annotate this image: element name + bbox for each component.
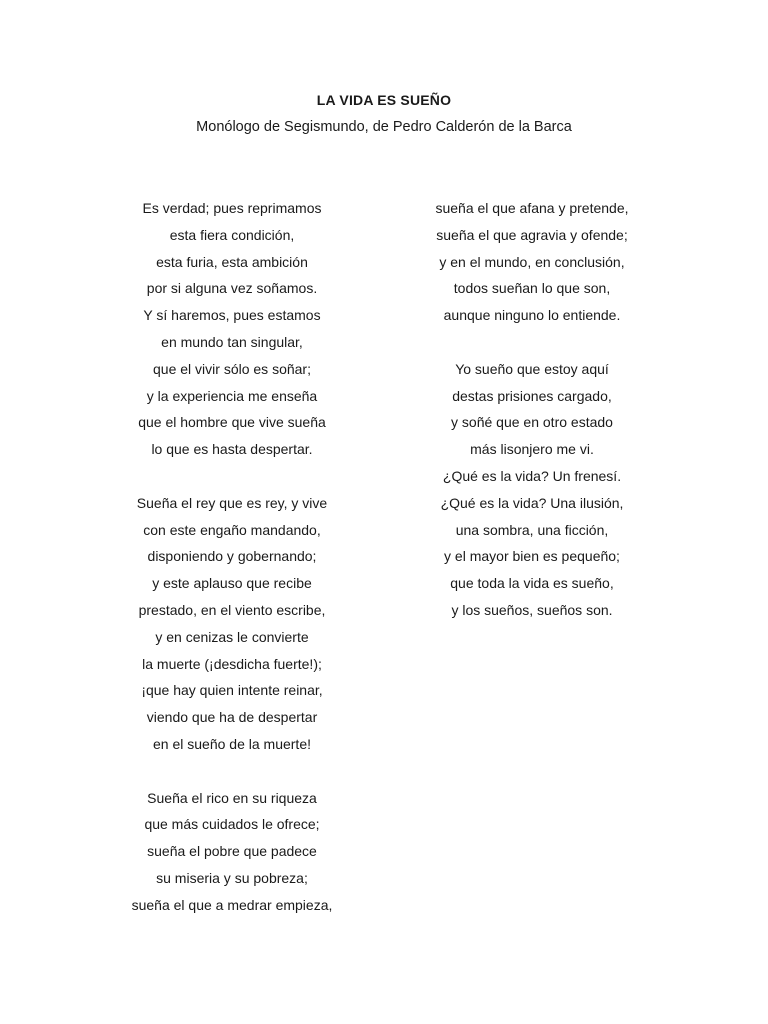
verse-line: destas prisiones cargado, xyxy=(452,387,612,404)
verse-line: y en el mundo, en conclusión, xyxy=(439,253,625,270)
verse-line: viendo que ha de despertar xyxy=(146,709,318,726)
verse-line: ¿Qué es la vida? Una ilusión, xyxy=(440,494,624,511)
verse-line: y este aplauso que recibe xyxy=(152,575,312,592)
page-subtitle: Monólogo de Segismundo, de Pedro Calderón de la Barca xyxy=(196,119,572,135)
verse-line: que más cuidados le ofrece; xyxy=(144,816,320,833)
verse-line: Es verdad; pues reprimamos xyxy=(142,200,322,216)
verse-line: esta fiera condición, xyxy=(169,226,295,243)
verse-line: todos sueñan lo que son, xyxy=(453,280,611,297)
verse-line: que el vivir sólo es soñar; xyxy=(153,360,311,377)
verse-line: ¡que hay quien intente reinar, xyxy=(141,682,323,699)
page-title: LA VIDA ES SUEÑO xyxy=(316,92,452,108)
verse-line: sueña el pobre que padece xyxy=(147,843,317,860)
verse-line: su miseria y su pobreza; xyxy=(156,869,308,886)
verse-line: y en cenizas le convierte xyxy=(155,628,309,645)
verse-line: en mundo tan singular, xyxy=(161,333,303,350)
verse-line: esta furia, esta ambición xyxy=(156,253,308,270)
verse-line: Sueña el rico en su riqueza xyxy=(147,789,317,806)
stanza xyxy=(82,789,382,923)
verse-line: ¿Qué es la vida? Un frenesí. xyxy=(442,467,622,484)
verse-line: más lisonjero me vi. xyxy=(470,441,594,458)
stanza xyxy=(382,360,682,628)
verse-line: disponiendo y gobernando; xyxy=(147,548,317,565)
verse-line: lo que es hasta despertar. xyxy=(151,441,313,458)
verse-line: por si alguna vez soñamos. xyxy=(146,280,318,297)
verse-line: una sombra, una ficción, xyxy=(455,521,609,538)
verse-line: la muerte (¡desdicha fuerte!); xyxy=(142,655,322,672)
stanza xyxy=(82,199,382,467)
poem-column-right xyxy=(382,199,682,655)
stanza xyxy=(382,199,682,333)
verse-line: y soñé que en otro estado xyxy=(451,414,613,431)
verse-line: que el hombre que vive sueña xyxy=(138,414,326,431)
verse-line: sueña el que a medrar empieza, xyxy=(131,896,333,913)
verse-line: en el sueño de la muerte! xyxy=(153,735,311,752)
verse-line: y los sueños, sueños son. xyxy=(451,601,613,618)
verse-line: Sueña el rey que es rey, y vive xyxy=(136,494,328,511)
verse-line: Y sí haremos, pues estamos xyxy=(143,307,321,324)
verse-line: Yo sueño que estoy aquí xyxy=(455,360,609,377)
verse-line: que toda la vida es sueño, xyxy=(450,575,614,592)
verse-line: y la experiencia me enseña xyxy=(146,387,318,404)
verse-line: aunque ninguno lo entiende. xyxy=(443,307,621,324)
poem-column-left xyxy=(82,199,382,949)
stanza xyxy=(82,494,382,762)
verse-line: sueña el que afana y pretende, xyxy=(435,200,629,216)
verse-line: con este engaño mandando, xyxy=(143,521,321,538)
verse-line: sueña el que agravia y ofende; xyxy=(436,226,628,243)
verse-line: y el mayor bien es pequeño; xyxy=(444,548,620,565)
verse-line: prestado, en el viento escribe, xyxy=(138,601,326,618)
